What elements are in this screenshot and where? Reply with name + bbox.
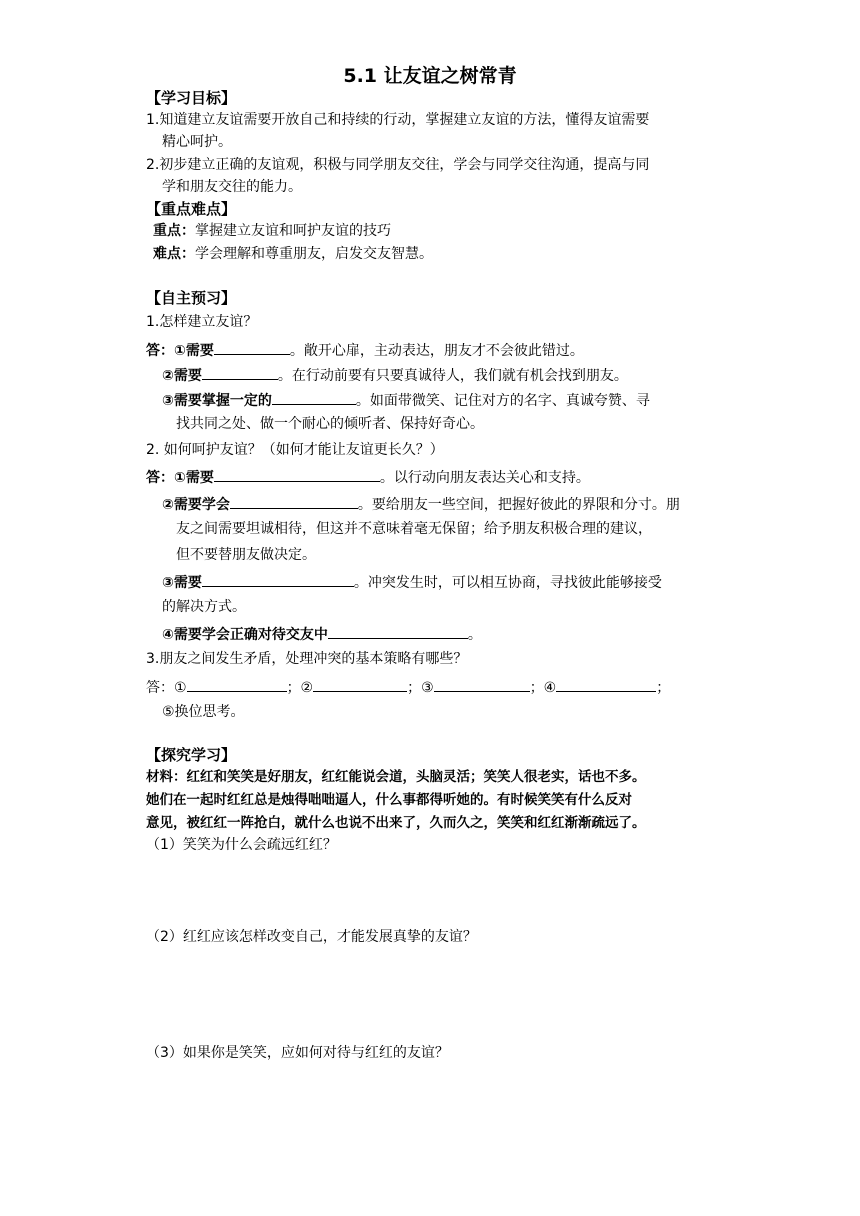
explore-heading: 【探究学习】: [146, 746, 237, 764]
preview-q2-answer3-line2: 的解决方式。: [162, 599, 246, 615]
answer-prefix: ②需要学会: [162, 497, 230, 513]
answer-blank[interactable]: [230, 493, 358, 509]
preview-q2-answer4: [162, 623, 482, 645]
answer-sep: ；④: [529, 680, 557, 696]
material-line1: 材料：红红和笑笑是好朋友，红红能说会道，头脑灵活；笑笑人很老实，话也不多。: [146, 769, 646, 785]
key-point: [153, 221, 391, 241]
preview-q3-answers: [146, 676, 670, 698]
preview-q2-answer1: [146, 466, 590, 488]
answer-blank-1[interactable]: [187, 676, 287, 692]
answer-blank[interactable]: [214, 339, 290, 355]
answer-blank-2[interactable]: [313, 676, 407, 692]
answer-blank[interactable]: [328, 623, 468, 639]
answer-sep: ；: [656, 680, 671, 696]
preview-q2-answer2-line3: 但不要替朋友做决定。: [176, 547, 316, 563]
answer-prefix: ④需要学会正确对待交友中: [162, 627, 328, 643]
objectives-heading: 【学习目标】: [146, 89, 237, 107]
answer-prefix: ③需要掌握一定的: [162, 393, 272, 409]
answer-blank[interactable]: [202, 364, 278, 380]
answer-suffix: 。如面带微笑、记住对方的名字、真诚夸赞、寻: [355, 393, 650, 409]
explore-q2: （2）红红应该怎样改变自己，才能发展真挚的友谊？: [146, 929, 477, 945]
preview-q1-answer3-line2: 找共同之处、做一个耐心的倾听者、保持好奇心。: [176, 416, 484, 432]
hard-text: 学会理解和尊重朋友，启发交友智慧。: [195, 246, 433, 262]
preview-q2-answer2-line2: 友之间需要坦诚相待，但这并不意味着毫无保留；给予朋友积极合理的建议，: [176, 521, 652, 537]
answer-suffix: 。敞开心扉，主动表达，朋友才不会彼此错过。: [289, 343, 584, 359]
answer-blank[interactable]: [214, 466, 380, 482]
answer-suffix: 。: [467, 627, 482, 643]
preview-q1-answer1: [146, 339, 584, 361]
objective-1-line1: 1.知道建立友谊需要开放自己和持续的行动，掌握建立友谊的方法，懂得友谊需要: [146, 112, 650, 128]
answer-prefix: ③需要: [162, 575, 202, 591]
preview-q1: 1.怎样建立友谊？: [146, 314, 258, 330]
preview-q3-line2: ⑤换位思考。: [162, 704, 245, 720]
material-line3: 意见，被红红一阵抢白，就什么也说不出来了，久而久之，笑笑和红红渐渐疏远了。: [146, 815, 646, 831]
answer-prefix: ②需要: [162, 368, 202, 384]
material-line2: 她们在一起时红红总是烛得咄咄逼人，什么事都得听她的。有时候笑笑有什么反对: [146, 792, 632, 808]
answer-suffix: 。在行动前要有只要真诚待人，我们就有机会找到朋友。: [277, 368, 628, 384]
answer-blank[interactable]: [272, 389, 356, 405]
preview-heading: 【自主预习】: [146, 289, 237, 307]
keypoints-heading: 【重点难点】: [146, 200, 237, 218]
preview-q2-answer3: [162, 571, 662, 593]
objective-2-line1: 2.初步建立正确的友谊观，积极与同学朋友交往，学会与同学交往沟通，提高与同: [146, 157, 650, 173]
answer-suffix: 。要给朋友一些空间，把握好彼此的界限和分寸。朋: [357, 497, 680, 513]
objective-2-line2: 学和朋友交往的能力。: [162, 179, 302, 195]
answer-blank[interactable]: [202, 571, 354, 587]
preview-q2-answer2: [162, 493, 680, 515]
page-title: 5.1 让友谊之树常青: [343, 65, 517, 87]
preview-q1-answer3: [162, 389, 650, 411]
key-text: 掌握建立友谊和呵护友谊的技巧: [195, 223, 391, 239]
objective-1-line2: 精心呵护。: [162, 134, 232, 150]
preview-q1-answer2: [162, 364, 628, 386]
preview-q2: 2. 如何呵护友谊？（如何才能让友谊更长久？）: [146, 442, 444, 458]
answer-blank-4[interactable]: [556, 676, 656, 692]
explore-q3: （3）如果你是笑笑，应如何对待与红红的友谊？: [146, 1045, 449, 1061]
preview-q3: 3.朋友之间发生矛盾，处理冲突的基本策略有哪些？: [146, 651, 468, 667]
answer-blank-3[interactable]: [434, 676, 530, 692]
hard-point: [153, 244, 433, 264]
answer-prefix: 答：①: [146, 680, 187, 696]
answer-sep: ；②: [286, 680, 314, 696]
answer-suffix: 。以行动向朋友表达关心和支持。: [379, 470, 590, 486]
answer-prefix: 答：①需要: [146, 470, 214, 486]
answer-prefix: 答：①需要: [146, 343, 214, 359]
answer-sep: ；③: [407, 680, 434, 696]
key-label: 重点：: [153, 223, 195, 239]
hard-label: 难点：: [153, 246, 195, 262]
answer-suffix: 。冲突发生时，可以相互协商，寻找彼此能够接受: [353, 575, 662, 591]
explore-q1: （1）笑笑为什么会疏远红红？: [146, 837, 337, 853]
